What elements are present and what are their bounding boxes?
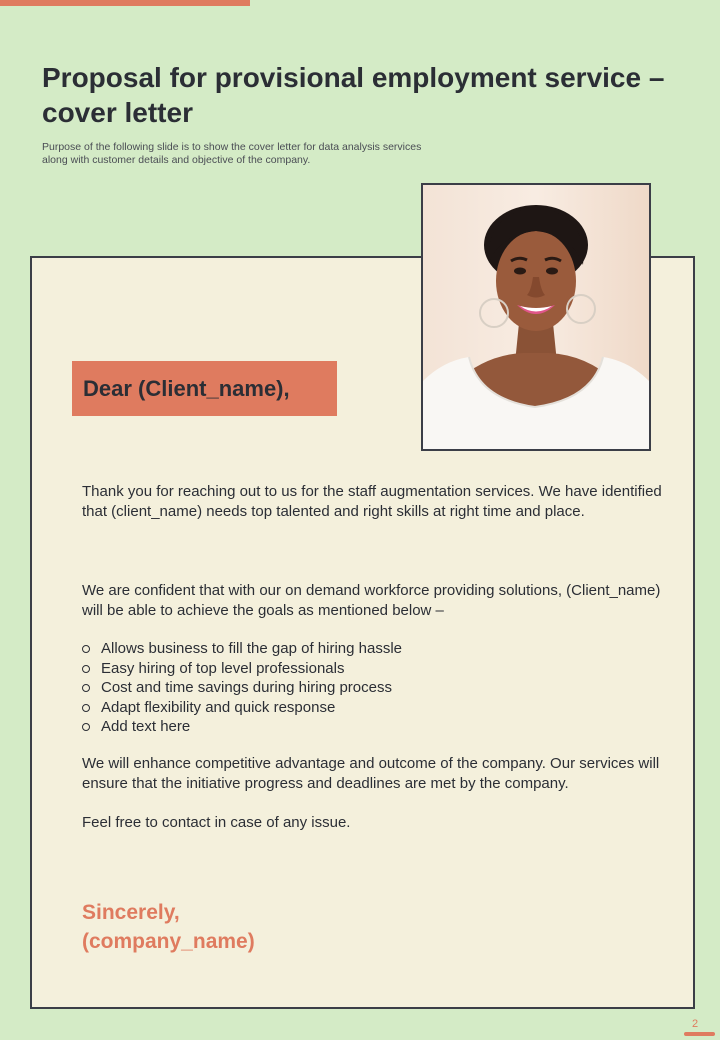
list-item — [82, 639, 402, 659]
circle-bullet-icon — [82, 645, 90, 653]
page-number-bar — [684, 1032, 715, 1036]
greeting: Dear (Client_name), — [83, 375, 290, 401]
circle-bullet-icon — [82, 704, 90, 712]
list-item — [82, 659, 402, 679]
list-item-text: Adapt flexibility and quick response — [101, 698, 336, 716]
circle-bullet-icon — [82, 665, 90, 673]
top-accent-bar — [0, 0, 250, 6]
goals-list — [82, 639, 402, 737]
list-item-text: Allows business to fill the gap of hiring hassle — [101, 640, 402, 657]
list-item-text: Easy hiring of top level professionals — [101, 659, 345, 677]
page-number: 2 — [692, 1018, 699, 1030]
list-item — [82, 698, 402, 718]
circle-bullet-icon — [82, 723, 90, 731]
list-item — [82, 678, 402, 698]
portrait-photo — [421, 183, 651, 451]
letter-paragraph-advantage: We will enhance competitive advantage and outcome of the company. Our services will ensure that the initiative progress and deadlines are met by the company. — [82, 755, 660, 792]
list-item-text: Add text here — [101, 718, 191, 735]
closing-salutation: Sincerely, — [82, 901, 180, 924]
list-item — [82, 717, 402, 737]
page-subtitle: Purpose of the following slide is to show the cover letter for data analysis services along with customer details and objective of the company. — [42, 141, 422, 166]
letter-paragraph-intro: Thank you for reaching out to us for the staff augmentation services. We have identified that (client_name) needs top talented and right skills at right time and place. — [82, 483, 662, 520]
page-title: Proposal for provisional employment service – cover letter — [42, 62, 665, 128]
list-item-text: Cost and time savings during hiring process — [101, 679, 392, 696]
letter-paragraph-contact: Feel free to contact in case of any issue. — [82, 814, 351, 831]
letter-paragraph-goals: We are confident that with our on demand workforce providing solutions, (Client_name) will be able to achieve the goals as mentioned below – — [82, 582, 661, 619]
circle-bullet-icon — [82, 684, 90, 692]
greeting-box — [72, 361, 337, 416]
letter-closing — [82, 898, 255, 956]
portrait-illustration — [423, 185, 649, 449]
closing-company-name: (company_name) — [82, 930, 255, 953]
